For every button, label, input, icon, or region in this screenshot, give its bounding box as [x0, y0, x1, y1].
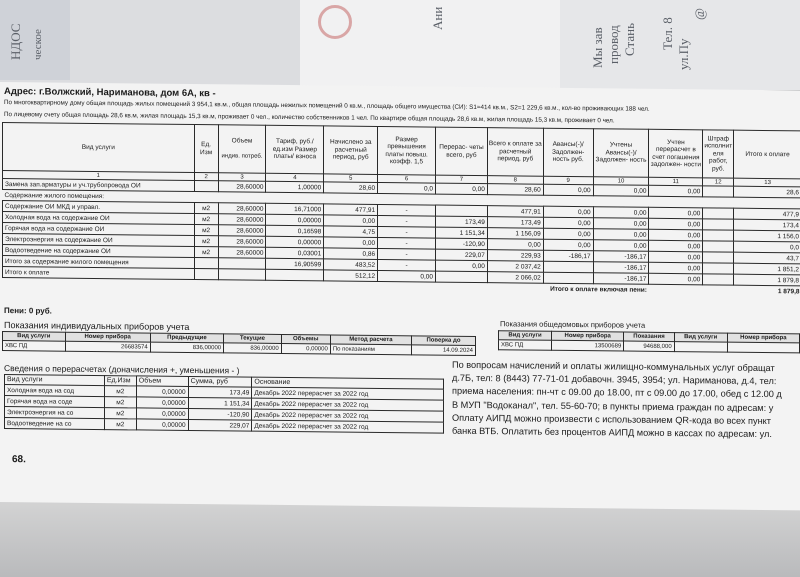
table-cell: 94688,000	[624, 341, 674, 352]
table-cell: -120,90	[436, 238, 488, 250]
col-number: 4	[266, 173, 324, 182]
column-header: Текущие	[224, 334, 282, 344]
info-line: банка ВТБ. Оплатить без процентов АИПД можно в кассах по адресам: ул.	[452, 425, 772, 440]
table-cell: -186,17	[543, 250, 593, 262]
header-volume-sub: индив. потреб.	[221, 153, 263, 160]
header-unit: Ед. Изм	[194, 125, 218, 173]
table-cell: Итого за содержание жилого помещения	[3, 256, 195, 269]
header-advance: Авансы(-)/ Задолжен- ность руб.	[543, 128, 593, 177]
table-cell: Декабрь 2022 перерасчет за 2022 год	[252, 420, 444, 433]
table-cell: 16,71000	[266, 203, 324, 215]
header-volume	[218, 125, 266, 174]
total-with-fines-value: 1 879,8	[777, 287, 800, 296]
table-cell: 477,9	[734, 208, 800, 220]
table-cell: 26683574	[65, 341, 150, 352]
table-cell: 0,00	[487, 239, 543, 251]
address: Адрес: г.Волжский, Нариманова, дом 6А, кв -	[4, 86, 216, 100]
recalculations-title: Сведения о перерасчетах (доначисления +, уменьшения - )	[4, 363, 240, 376]
table-cell: 477,91	[324, 204, 378, 216]
info-line: Оплату АИПД можно произвести с использованием QR-кода во всех пункт	[452, 412, 771, 426]
section-title: Содержание жилого помещения:	[3, 190, 800, 209]
background-stamp	[318, 5, 352, 39]
col-number: 2	[194, 173, 218, 181]
table-cell: -186,17	[593, 262, 649, 274]
table-cell: 28,6	[734, 186, 800, 198]
recalculations-table	[4, 374, 444, 434]
column-header: Объем	[136, 376, 188, 387]
table-cell: 0,00	[593, 207, 649, 219]
table-cell: 0,00	[324, 237, 378, 249]
table-cell: 0,00000	[136, 419, 188, 431]
common-meters-table	[498, 330, 800, 353]
background-paper-left	[0, 0, 300, 90]
table-cell: -	[378, 259, 436, 271]
column-header: Вид услуги	[5, 375, 105, 386]
header-fine: Штраф исполнит еля работ, руб.	[703, 130, 734, 178]
table-cell: 0,00	[649, 229, 703, 241]
table-cell: м2	[194, 214, 218, 225]
individual-meters-title: Показания индивидуальных приборов учета	[4, 320, 190, 332]
background-text: Мы зав	[590, 27, 605, 68]
background-text: НДОС	[8, 23, 23, 60]
info-line: приема населения: пн-чт с 09.00 до 18.00, пт с 09.00 до 17.00, обед с 12.00 д	[452, 386, 782, 400]
col-number: 10	[593, 177, 649, 186]
common-meters-title: Показания общедомовых приборов учета	[500, 319, 646, 330]
col-number: 9	[543, 176, 593, 185]
table-cell: -120,90	[188, 408, 252, 420]
table-cell: 173,49	[487, 217, 543, 229]
column-header: Объемы	[281, 334, 330, 344]
table-cell: Замена зап.арматуры и уч.трубопровода ОИ	[3, 179, 195, 192]
table-cell	[218, 269, 266, 281]
header-to-pay: Итого к оплате	[734, 130, 800, 179]
page-number: 68.	[12, 454, 26, 466]
table-cell: 0,00	[593, 218, 649, 230]
table-cell	[194, 269, 218, 280]
info-line: По вопросам начислений и оплаты жилищно-коммунальных услуг обращат	[452, 359, 775, 374]
table-cell: 14.09.2024	[411, 345, 475, 356]
table-cell: -186,17	[593, 251, 649, 263]
table-cell: 229,07	[188, 419, 252, 431]
account-info: По лицевому счету общая площадь 28,6 кв.м, жилая площадь 15,3 кв.м, проживает 0 чел., количество собственников 1 чел. По квартире общая площадь 28,6 кв.м, жилая площадь 15,3 кв.м, проживает 0 чел.	[4, 111, 615, 125]
table-cell: 0,0	[734, 241, 800, 253]
column-header: Вид услуги	[3, 332, 66, 342]
header-debt-recalc: Учтен перерасчет в счет погашения задолжен- ности	[649, 129, 703, 178]
table-cell: 28,60000	[218, 203, 266, 215]
table-cell: 0,00	[649, 251, 703, 263]
col-number: 3	[218, 173, 266, 182]
table-cell: -	[378, 248, 436, 260]
table-cell: 1 156,0	[734, 230, 800, 242]
column-header: Основание	[252, 377, 444, 389]
table-row	[499, 340, 800, 353]
table-cell: 1,00000	[266, 181, 324, 193]
table-cell	[703, 219, 734, 230]
table-cell: 0,00000	[281, 343, 330, 354]
table-cell: 512,12	[324, 270, 378, 282]
table-cell	[727, 342, 799, 353]
table-cell: 2 037,42	[487, 261, 543, 273]
table-cell: 0,00	[436, 260, 488, 272]
table-cell: м2	[194, 225, 218, 236]
contact-info	[452, 359, 800, 442]
info-line: В МУП "Водоканал", тел. 55-60-70; в пункты приема граждан по адресам: у	[452, 399, 774, 413]
header-service: Вид услуги	[3, 123, 195, 173]
table-cell: 1 151,34	[188, 397, 252, 409]
col-number: 8	[487, 176, 543, 185]
individual-meters-table	[2, 331, 476, 356]
background-paper-right	[560, 0, 800, 90]
table-cell: 0,16598	[266, 225, 324, 237]
table-cell: Декабрь 2022 перерасчет за 2022 год	[252, 387, 444, 400]
table-cell: 836,00000	[224, 343, 282, 354]
table-cell: 0,00000	[136, 397, 188, 409]
table-cell: -186,17	[593, 273, 649, 285]
table-cell: 0,00	[543, 206, 593, 218]
col-number: 1	[3, 171, 195, 181]
table-cell: 0,00000	[266, 214, 324, 226]
table-cell: 1 156,09	[487, 228, 543, 240]
table-cell: м2	[104, 408, 136, 419]
table-cell: 0,00	[649, 218, 703, 230]
table-cell	[194, 258, 218, 269]
table-cell: По показаниям	[330, 344, 411, 355]
table-cell: Содержание ОИ МКД и управл.	[3, 201, 195, 214]
fines-text: Пени: 0 руб.	[4, 306, 52, 316]
table-cell: -	[378, 226, 436, 238]
header-tariff: Тариф, руб./ед.изм Размер платы/ взноса	[266, 125, 324, 174]
table-cell: 477,91	[487, 206, 543, 218]
column-header: Предыдущие	[150, 333, 223, 343]
table-cell: 16,90599	[266, 258, 324, 270]
info-line: д.7Б, тел: 8 (8443) 77-71-01 добавочн. 3945, 3954; ул. Нариманова, д.4, тел:	[452, 372, 777, 387]
background-text: @	[692, 8, 707, 20]
table-cell: 0,00	[649, 273, 703, 285]
table-cell: м2	[194, 247, 218, 258]
table-cell: -	[378, 215, 436, 227]
column-header: Показания	[624, 332, 674, 342]
table-cell: 0,0	[378, 182, 436, 194]
table-cell	[543, 261, 593, 273]
col-number: 13	[734, 178, 800, 187]
table-cell: Итого к оплате	[3, 267, 195, 280]
table-cell: 28,60000	[218, 214, 266, 226]
charges-table	[2, 122, 800, 297]
column-header: Вид услуги	[674, 333, 727, 343]
column-header: Номер прибора	[552, 331, 624, 341]
table-cell: Горячая вода на содержание ОИ	[3, 223, 195, 236]
table-cell: м2	[104, 419, 136, 430]
table-cell	[266, 269, 324, 281]
col-number: 7	[436, 175, 488, 184]
table-cell	[703, 230, 734, 241]
header-recalc: Перерас- четы всего, руб	[436, 127, 488, 176]
table-cell: 173,49	[436, 216, 488, 228]
table-cell	[436, 205, 488, 217]
table-cell	[194, 181, 218, 192]
table-cell: 0,00	[593, 240, 649, 252]
table-cell: Водоотведение на со	[5, 418, 105, 430]
table-cell: 0,00	[593, 229, 649, 241]
table-cell: 1 879,8	[734, 274, 800, 286]
table-cell: Водоотведение на содержание ОИ	[3, 245, 195, 258]
table-cell: 0,00	[324, 215, 378, 227]
column-header: Сумма, руб	[188, 376, 252, 387]
table-cell	[674, 342, 727, 353]
table-cell: 13500689	[552, 340, 624, 351]
table-cell: 229,07	[436, 249, 488, 261]
table-cell: 0,00	[543, 239, 593, 251]
table-cell: 0,00	[649, 240, 703, 252]
col-number: 5	[324, 174, 378, 183]
table-cell: 28,60000	[218, 247, 266, 259]
house-info: По многоквартирному дому общая площадь жилых помещений 3 954,1 кв.м., общая площадь нежилых помещений 0 кв.м., площадь общего имущества (СИ): S1=414 кв.м., S2=1 229,6 кв.м., кол-во проживающих 188 чел.	[4, 99, 650, 113]
table-cell: 28,60	[487, 184, 543, 196]
table-cell	[218, 258, 266, 270]
table-cell: 0,03001	[266, 247, 324, 259]
table-cell: -	[378, 237, 436, 249]
table-cell: 0,86	[324, 248, 378, 260]
header-excess: Размер превышения платы повыш. коэфф. 1,5	[378, 126, 436, 175]
table-cell: -	[378, 204, 436, 216]
table-cell: 0,00000	[266, 236, 324, 248]
table-cell: м2	[194, 236, 218, 247]
table-cell: 0,00	[593, 185, 649, 197]
table-cell	[703, 208, 734, 219]
table-cell	[703, 263, 734, 274]
column-header: Номер прибора	[65, 332, 150, 342]
background-paper-middle	[300, 0, 560, 90]
table-cell: Декабрь 2022 перерасчет за 2022 год	[252, 409, 444, 422]
col-number: 11	[649, 177, 703, 186]
table-cell: 0,00	[649, 185, 703, 197]
background-text: ческое	[32, 29, 44, 60]
table-cell: 0,00	[543, 217, 593, 229]
table-cell: Холодная вода на содержание ОИ	[3, 212, 195, 225]
header-accrued: Начислено за расчетный период, руб	[324, 126, 378, 175]
table-cell: Горячая вода на соде	[5, 396, 105, 408]
table-cell: 0,00	[543, 184, 593, 196]
table-cell	[703, 274, 734, 285]
table-cell: 4,75	[324, 226, 378, 238]
table-cell	[703, 252, 734, 263]
table-cell	[703, 186, 734, 197]
table-cell: 1 151,34	[436, 227, 488, 239]
table-cell: 0,00	[543, 228, 593, 240]
table-cell	[436, 271, 488, 283]
table-cell: 836,00000	[150, 342, 223, 353]
table-cell: ХВС ПД	[499, 340, 552, 351]
table-cell: 43,7	[734, 252, 800, 264]
column-header: Ед.Изм	[104, 376, 136, 386]
background-text: провод	[606, 25, 621, 64]
header-volume-label: Объем	[231, 137, 253, 145]
col-number: 6	[378, 174, 436, 183]
background-text: Стань	[622, 23, 637, 56]
column-header: Поверка до	[411, 336, 475, 346]
header-total: Всего к оплате за расчетный период, руб	[487, 128, 543, 177]
table-cell: 173,49	[188, 386, 252, 398]
table-cell: 0,00	[436, 183, 488, 195]
col-number: 12	[703, 178, 734, 186]
table-cell: 0,00000	[136, 386, 188, 398]
table-cell	[703, 241, 734, 252]
table-cell: м2	[194, 203, 218, 214]
table-cell: 173,4	[734, 219, 800, 231]
background-text: Тел. 8	[660, 17, 675, 50]
table-cell: Холодная вода на сод	[5, 385, 105, 397]
table-cell: 483,52	[324, 259, 378, 271]
table-cell: 28,60000	[218, 236, 266, 248]
column-header: Метод расчета	[330, 335, 411, 345]
table-cell: 1 851,2	[734, 263, 800, 275]
table-cell: ХВС ПД	[3, 341, 66, 352]
table-cell: Электроэнергия на содержание ОИ	[3, 234, 195, 247]
table-cell: 0,00	[649, 207, 703, 219]
table-cell: 0,00	[649, 262, 703, 274]
table-cell: 28,60000	[218, 225, 266, 237]
table-cell: 28,60	[324, 182, 378, 194]
table-cell: 2 066,02	[487, 272, 543, 284]
table-cell: Декабрь 2022 перерасчет за 2022 год	[252, 398, 444, 411]
background-text: Ани	[430, 6, 445, 30]
column-header: Вид услуги	[499, 331, 552, 341]
column-header: Номер прибора	[727, 333, 799, 343]
table-cell: м2	[104, 397, 136, 408]
header-accounted: Учтены Авансы(-)/ Задолжен- ность	[593, 129, 649, 178]
table-cell: Электроэнергия на со	[5, 407, 105, 419]
table-cell: 0,00	[378, 270, 436, 282]
total-with-fines-label: Итого к оплате включая пени:	[550, 285, 647, 294]
table-cell: 28,60000	[218, 181, 266, 193]
table-cell: 0,00000	[136, 408, 188, 420]
utility-bill-document	[0, 82, 800, 510]
table-cell: 229,93	[487, 250, 543, 262]
table-cell: м2	[104, 386, 136, 397]
background-text: ул.Пу	[676, 38, 691, 70]
table-cell	[543, 272, 593, 284]
